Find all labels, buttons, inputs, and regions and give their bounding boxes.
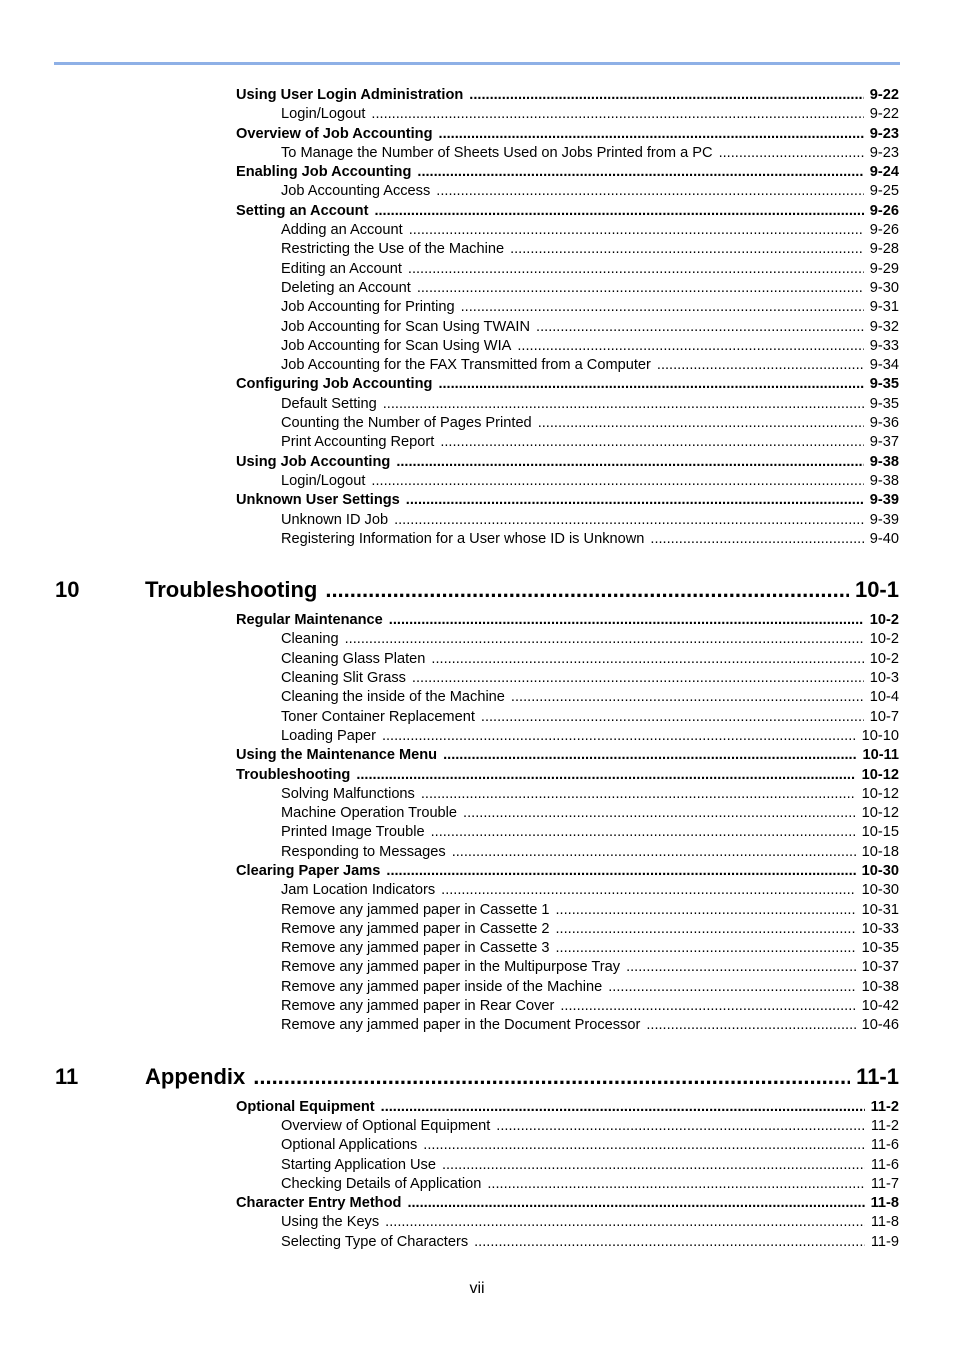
entry-title: Job Accounting Access bbox=[281, 183, 431, 200]
entry-page: 9-33 bbox=[869, 337, 899, 354]
entry-page: 9-26 bbox=[869, 222, 899, 239]
entry-title: Adding an Account bbox=[281, 222, 403, 239]
entry-title: Deleting an Account bbox=[281, 279, 411, 296]
toc-block-chapter-11 bbox=[0, 1098, 954, 1252]
toc-subsection-entry[interactable] bbox=[281, 260, 899, 279]
toc-subsection-entry[interactable] bbox=[281, 395, 899, 414]
entry-page: 9-23 bbox=[869, 125, 899, 142]
entry-title: Overview of Optional Equipment bbox=[281, 1117, 491, 1134]
entry-title: Remove any jammed paper in Cassette 1 bbox=[281, 901, 550, 918]
dot-leader bbox=[481, 708, 864, 727]
entry-page: 9-31 bbox=[869, 299, 899, 316]
entry-page: 9-29 bbox=[869, 260, 899, 277]
entry-page: 9-37 bbox=[869, 434, 899, 451]
entry-title: Printed Image Trouble bbox=[281, 824, 425, 841]
toc-subsection-entry[interactable] bbox=[281, 920, 899, 939]
dot-leader bbox=[474, 1233, 865, 1252]
entry-title: Toner Container Replacement bbox=[281, 708, 475, 725]
toc-subsection-entry[interactable] bbox=[281, 997, 899, 1016]
dot-leader bbox=[469, 86, 863, 105]
toc-subsection-entry[interactable] bbox=[281, 958, 899, 977]
toc-section-entry[interactable] bbox=[236, 453, 899, 472]
toc-subsection-entry[interactable] bbox=[281, 511, 899, 530]
page-number: vii bbox=[469, 1280, 485, 1297]
entry-title: Job Accounting for Scan Using TWAIN bbox=[281, 318, 531, 335]
dot-leader bbox=[407, 1194, 864, 1213]
dot-leader bbox=[538, 414, 864, 433]
entry-page: 11-8 bbox=[870, 1195, 899, 1212]
entry-title: Using Job Accounting bbox=[236, 453, 391, 470]
entry-page: 10-7 bbox=[869, 708, 899, 725]
entry-page: 10-42 bbox=[861, 998, 899, 1015]
entry-title: Remove any jammed paper in the Multipurpose Tray bbox=[281, 959, 621, 976]
toc-subsection-entry[interactable] bbox=[281, 182, 899, 201]
entry-title: Using the Keys bbox=[281, 1214, 380, 1231]
dot-leader bbox=[510, 240, 864, 259]
toc-subsection-entry[interactable] bbox=[281, 1233, 899, 1252]
entry-title: Job Accounting for the FAX Transmitted from a Computer bbox=[281, 357, 651, 374]
dot-leader bbox=[719, 144, 864, 163]
entry-title: Starting Application Use bbox=[281, 1156, 436, 1173]
toc-subsection-entry[interactable] bbox=[281, 1136, 899, 1155]
dot-leader bbox=[442, 1156, 865, 1175]
dot-leader bbox=[452, 843, 856, 862]
entry-title: Loading Paper bbox=[281, 727, 376, 744]
entry-title: To Manage the Number of Sheets Used on Jobs Printed from a PC bbox=[281, 144, 713, 161]
entry-page: 11-8 bbox=[870, 1214, 899, 1231]
entry-page: 10-15 bbox=[861, 824, 899, 841]
dot-leader bbox=[408, 260, 864, 279]
entry-title: Checking Details of Application bbox=[281, 1175, 482, 1192]
entry-title: Cleaning Glass Platen bbox=[281, 650, 426, 667]
toc-subsection-entry[interactable] bbox=[281, 823, 899, 842]
chapter-title: Troubleshooting bbox=[145, 577, 318, 603]
entry-title: Unknown ID Job bbox=[281, 511, 389, 528]
dot-leader bbox=[371, 472, 863, 491]
entry-page: 10-12 bbox=[861, 785, 899, 802]
toc-block-chapter-10 bbox=[0, 611, 954, 1036]
toc-subsection-entry[interactable] bbox=[281, 433, 899, 452]
toc-subsection-entry[interactable] bbox=[281, 650, 899, 669]
entry-page: 9-22 bbox=[869, 87, 899, 103]
dot-leader bbox=[386, 862, 855, 881]
entry-page: 10-30 bbox=[861, 862, 899, 879]
dot-leader bbox=[409, 221, 864, 240]
entry-title: Setting an Account bbox=[236, 202, 369, 219]
toc-subsection-entry[interactable] bbox=[281, 337, 899, 356]
entry-title: Selecting Type of Characters bbox=[281, 1233, 469, 1250]
dot-leader bbox=[385, 1213, 865, 1232]
dot-leader bbox=[345, 630, 864, 649]
dot-leader bbox=[536, 318, 864, 337]
entry-title: Cleaning bbox=[281, 631, 339, 648]
dot-leader bbox=[371, 105, 863, 124]
toc-subsection-entry[interactable] bbox=[281, 708, 899, 727]
dot-leader bbox=[439, 125, 864, 144]
entry-title: Configuring Job Accounting bbox=[236, 376, 433, 393]
entry-page: 9-22 bbox=[869, 106, 899, 123]
entry-page: 9-40 bbox=[869, 530, 899, 547]
dot-leader bbox=[556, 939, 856, 958]
entry-page: 9-39 bbox=[869, 511, 899, 528]
entry-page: 11-2 bbox=[870, 1117, 899, 1134]
entry-title: Character Entry Method bbox=[236, 1195, 402, 1212]
entry-page: 9-32 bbox=[869, 318, 899, 335]
entry-page: 11-6 bbox=[870, 1137, 899, 1154]
entry-title: Remove any jammed paper in Cassette 2 bbox=[281, 920, 550, 937]
dot-leader bbox=[417, 163, 863, 182]
dot-leader bbox=[356, 766, 855, 785]
dot-leader bbox=[325, 575, 849, 605]
toc-subsection-entry[interactable] bbox=[281, 669, 899, 688]
entry-title: Restricting the Use of the Machine bbox=[281, 241, 505, 258]
chapter-page: 11-1 bbox=[856, 1063, 899, 1089]
entry-title: Unknown User Settings bbox=[236, 492, 400, 509]
dot-leader bbox=[421, 785, 856, 804]
toc-section-entry[interactable] bbox=[236, 163, 899, 182]
dot-leader bbox=[441, 881, 856, 900]
dot-leader bbox=[396, 453, 863, 472]
toc-subsection-entry[interactable] bbox=[281, 298, 899, 317]
entry-title: Machine Operation Trouble bbox=[281, 805, 458, 822]
dot-leader bbox=[487, 1175, 864, 1194]
header-rule bbox=[54, 62, 900, 65]
toc-subsection-entry[interactable] bbox=[281, 901, 899, 920]
dot-leader bbox=[496, 1117, 865, 1136]
toc-subsection-entry[interactable] bbox=[281, 530, 899, 549]
toc-subsection-entry[interactable] bbox=[281, 727, 899, 746]
entry-page: 9-35 bbox=[869, 376, 899, 393]
dot-leader bbox=[436, 182, 864, 201]
entry-title: Job Accounting for Scan Using WIA bbox=[281, 337, 512, 354]
entry-page: 10-4 bbox=[869, 689, 899, 706]
entry-page: 10-12 bbox=[861, 805, 899, 822]
toc-chapter-11[interactable] bbox=[0, 1062, 899, 1092]
entry-page: 10-11 bbox=[862, 747, 899, 764]
entry-title: Optional Equipment bbox=[236, 1098, 375, 1115]
entry-page: 10-37 bbox=[861, 959, 899, 976]
entry-page: 11-2 bbox=[870, 1098, 899, 1115]
dot-leader bbox=[394, 511, 864, 530]
entry-page: 10-35 bbox=[861, 940, 899, 957]
entry-title: Counting the Number of Pages Printed bbox=[281, 415, 532, 432]
toc-section-entry[interactable] bbox=[236, 1194, 899, 1213]
entry-page: 10-33 bbox=[861, 920, 899, 937]
dot-leader bbox=[657, 356, 864, 375]
entry-page: 9-23 bbox=[869, 144, 899, 161]
dot-leader bbox=[431, 823, 856, 842]
toc-subsection-entry[interactable] bbox=[281, 1117, 899, 1136]
entry-title: Login/Logout bbox=[281, 106, 366, 123]
entry-page: 9-25 bbox=[869, 183, 899, 200]
entry-title: Remove any jammed paper in the Document Processor bbox=[281, 1017, 641, 1034]
entry-title: Editing an Account bbox=[281, 260, 402, 277]
entry-page: 10-12 bbox=[861, 766, 899, 783]
toc-section-entry[interactable] bbox=[236, 202, 899, 221]
toc-subsection-entry[interactable] bbox=[281, 688, 899, 707]
entry-page: 10-38 bbox=[861, 978, 899, 995]
toc-section-entry[interactable] bbox=[236, 611, 899, 630]
toc-chapter-10[interactable] bbox=[0, 575, 899, 605]
entry-page: 9-39 bbox=[869, 492, 899, 509]
entry-page: 9-34 bbox=[869, 357, 899, 374]
entry-page: 11-9 bbox=[870, 1233, 899, 1250]
toc-section-entry[interactable] bbox=[236, 862, 899, 881]
toc-subsection-entry[interactable] bbox=[281, 105, 899, 124]
entry-title: Remove any jammed paper inside of the Machine bbox=[281, 978, 603, 995]
entry-title: Default Setting bbox=[281, 395, 377, 412]
toc-subsection-entry[interactable] bbox=[281, 1016, 899, 1035]
toc-subsection-entry[interactable] bbox=[281, 785, 899, 804]
entry-page: 10-2 bbox=[869, 612, 899, 629]
dot-leader bbox=[423, 1136, 865, 1155]
entry-page: 10-3 bbox=[869, 670, 899, 687]
entry-page: 9-26 bbox=[869, 202, 899, 219]
toc-section-entry[interactable] bbox=[236, 1098, 899, 1117]
toc-subsection-entry[interactable] bbox=[281, 1156, 899, 1175]
toc-subsection-entry[interactable] bbox=[281, 318, 899, 337]
chapter-number: 11 bbox=[55, 1063, 79, 1089]
toc-subsection-entry[interactable] bbox=[281, 1213, 899, 1232]
toc-subsection-entry[interactable] bbox=[281, 279, 899, 298]
toc-section-entry[interactable] bbox=[236, 491, 899, 510]
toc-section-entry[interactable] bbox=[236, 766, 899, 785]
toc-subsection-entry[interactable] bbox=[281, 881, 899, 900]
entry-title: Using the Maintenance Menu bbox=[236, 747, 438, 764]
dot-leader bbox=[417, 279, 864, 298]
entry-page: 10-46 bbox=[861, 1017, 899, 1034]
toc-subsection-entry[interactable] bbox=[281, 356, 899, 375]
entry-title: Jam Location Indicators bbox=[281, 882, 436, 899]
toc-section-entry[interactable] bbox=[236, 375, 899, 394]
entry-title: Remove any jammed paper in Cassette 3 bbox=[281, 940, 550, 957]
entry-title: Troubleshooting bbox=[236, 766, 351, 783]
chapter-title: Appendix bbox=[145, 1063, 246, 1089]
entry-title: Job Accounting for Printing bbox=[281, 299, 455, 316]
dot-leader bbox=[443, 746, 856, 765]
entry-page: 9-35 bbox=[869, 395, 899, 412]
dot-leader bbox=[406, 491, 864, 510]
dot-leader bbox=[556, 901, 856, 920]
dot-leader bbox=[383, 395, 864, 414]
toc-section-entry[interactable] bbox=[236, 746, 899, 765]
entry-title: Cleaning the inside of the Machine bbox=[281, 689, 505, 706]
entry-title: Optional Applications bbox=[281, 1137, 418, 1154]
dot-leader bbox=[389, 611, 864, 630]
dot-leader bbox=[438, 375, 863, 394]
entry-page: 10-31 bbox=[861, 901, 899, 918]
entry-title: Print Accounting Report bbox=[281, 434, 435, 451]
entry-page: 10-18 bbox=[861, 843, 899, 860]
dot-leader bbox=[461, 298, 864, 317]
chapter-number: 10 bbox=[55, 577, 80, 603]
toc-subsection-entry[interactable] bbox=[281, 240, 899, 259]
entry-title: Solving Malfunctions bbox=[281, 785, 415, 802]
toc-block-chapter-9 bbox=[0, 86, 954, 549]
entry-title: Login/Logout bbox=[281, 472, 366, 489]
toc-subsection-entry[interactable] bbox=[281, 144, 899, 163]
entry-title: Clearing Paper Jams bbox=[236, 862, 381, 879]
entry-title: Cleaning Slit Grass bbox=[281, 670, 406, 687]
dot-leader bbox=[650, 530, 863, 549]
dot-leader bbox=[646, 1016, 855, 1035]
entry-page: 9-30 bbox=[869, 279, 899, 296]
dot-leader bbox=[626, 958, 856, 977]
entry-page: 9-38 bbox=[869, 453, 899, 470]
dot-leader bbox=[374, 202, 863, 221]
entry-title: Using User Login Administration bbox=[236, 87, 464, 103]
toc-subsection-entry[interactable] bbox=[281, 843, 899, 862]
toc-section-entry[interactable] bbox=[236, 125, 899, 144]
dot-leader bbox=[560, 997, 855, 1016]
dot-leader bbox=[511, 688, 864, 707]
toc-subsection-entry[interactable] bbox=[281, 804, 899, 823]
entry-title: Remove any jammed paper in Rear Cover bbox=[281, 998, 555, 1015]
dot-leader bbox=[517, 337, 863, 356]
toc-subsection-entry[interactable] bbox=[281, 472, 899, 491]
dot-leader bbox=[382, 727, 856, 746]
toc-subsection-entry[interactable] bbox=[281, 630, 899, 649]
dot-leader bbox=[253, 1062, 850, 1092]
table-of-contents bbox=[0, 86, 954, 1252]
entry-title: Responding to Messages bbox=[281, 843, 446, 860]
toc-section-entry[interactable] bbox=[236, 86, 899, 105]
entry-page: 11-7 bbox=[870, 1175, 899, 1192]
entry-page: 9-38 bbox=[869, 472, 899, 489]
entry-page: 10-2 bbox=[869, 631, 899, 648]
chapter-page: 10-1 bbox=[854, 577, 899, 603]
dot-leader bbox=[431, 650, 863, 669]
entry-page: 10-2 bbox=[869, 650, 899, 667]
entry-title: Registering Information for a User whose ID is Unknown bbox=[281, 530, 645, 547]
dot-leader bbox=[440, 433, 863, 452]
toc-subsection-entry[interactable] bbox=[281, 414, 899, 433]
dot-leader bbox=[556, 920, 856, 939]
entry-title: Overview of Job Accounting bbox=[236, 125, 433, 142]
toc-subsection-entry[interactable] bbox=[281, 1175, 899, 1194]
dot-leader bbox=[608, 978, 855, 997]
entry-page: 9-24 bbox=[869, 164, 899, 181]
entry-page: 11-6 bbox=[870, 1156, 899, 1173]
entry-title: Enabling Job Accounting bbox=[236, 164, 412, 181]
entry-page: 9-28 bbox=[869, 241, 899, 258]
dot-leader bbox=[381, 1098, 865, 1117]
dot-leader bbox=[463, 804, 856, 823]
entry-page: 10-10 bbox=[861, 727, 899, 744]
entry-page: 9-36 bbox=[869, 415, 899, 432]
dot-leader bbox=[412, 669, 864, 688]
entry-title: Regular Maintenance bbox=[236, 612, 383, 629]
entry-page: 10-30 bbox=[861, 882, 899, 899]
toc-subsection-entry[interactable] bbox=[281, 939, 899, 958]
toc-subsection-entry[interactable] bbox=[281, 978, 899, 997]
toc-subsection-entry[interactable] bbox=[281, 221, 899, 240]
